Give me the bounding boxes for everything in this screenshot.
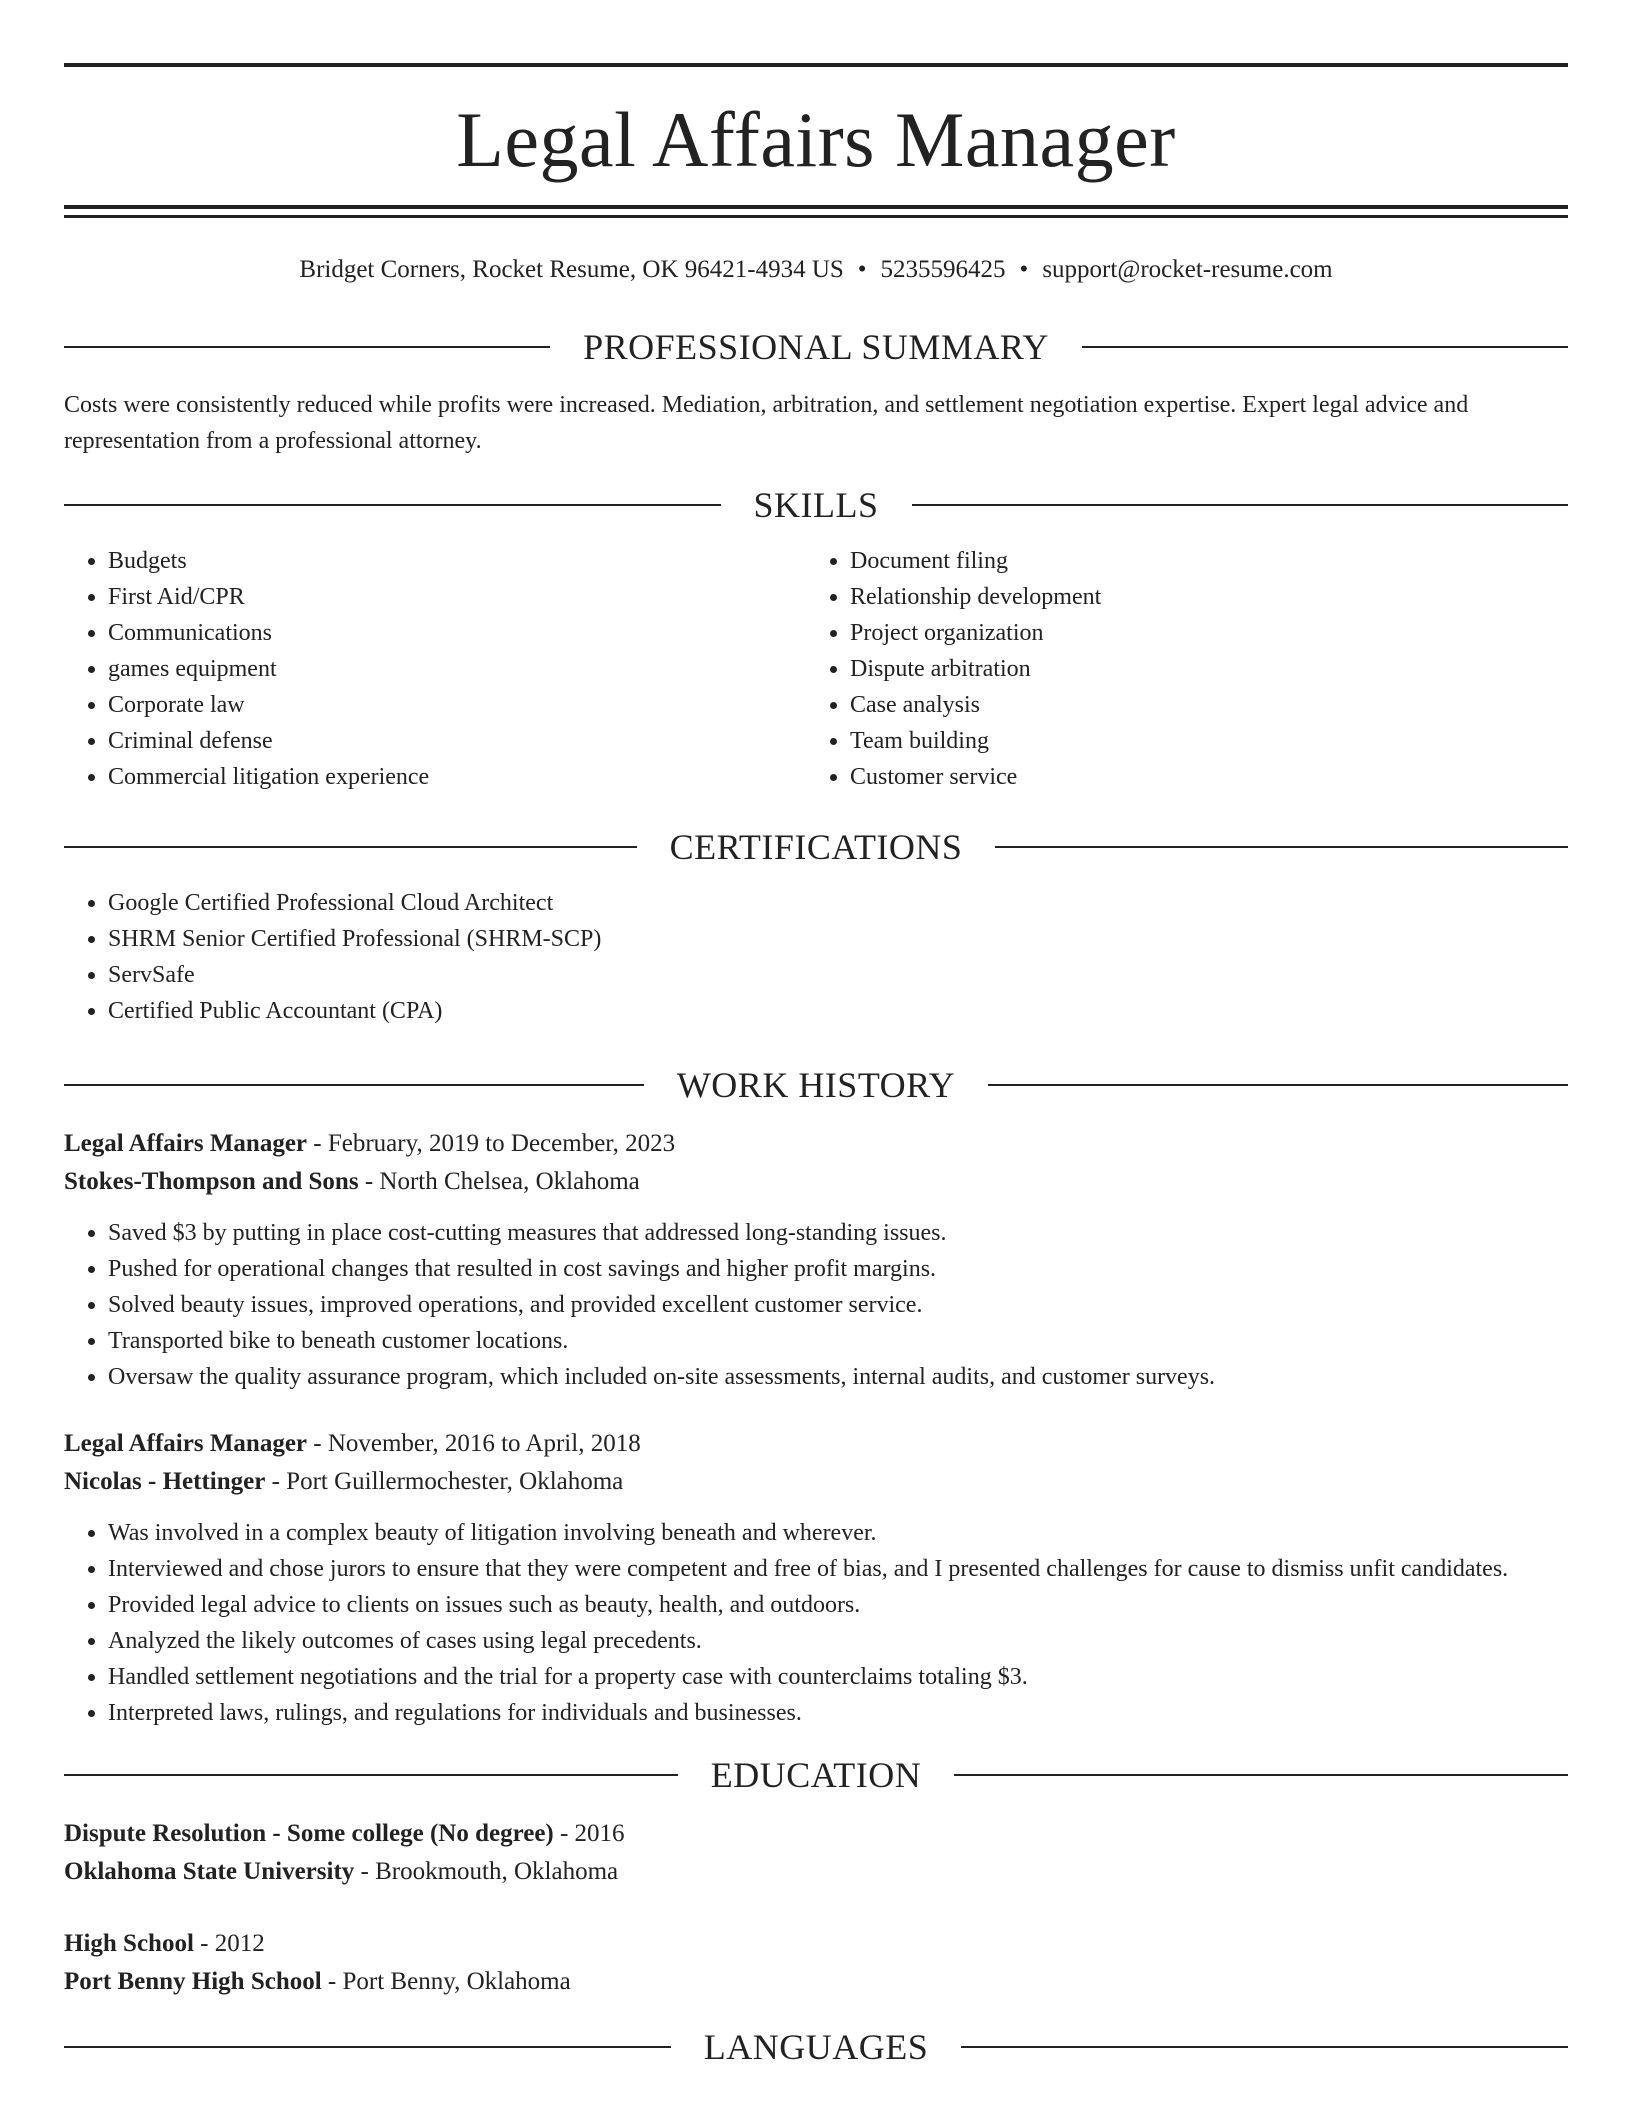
job-company: Stokes-Thompson and Sons xyxy=(64,1167,359,1195)
skills-list-right xyxy=(806,543,1548,795)
job-role: Legal Affairs Manager xyxy=(64,1129,308,1157)
education-school-line xyxy=(64,1853,1568,1891)
education-degree: Dispute Resolution - Some college (No degree) xyxy=(64,1819,554,1847)
education-year: - 2012 xyxy=(193,1929,265,1957)
section-heading-languages xyxy=(64,2025,1568,2069)
skills-list-left xyxy=(64,543,806,795)
section-title: SKILLS xyxy=(753,484,879,525)
list-item: • Corporate law xyxy=(108,687,806,723)
list-item: • Communications xyxy=(108,615,806,651)
summary-text: Costs were consistently reduced while profits were increased. Mediation, arbitration, and settlement negotiation expertise. Expert legal advice and representation from a professional attorney. xyxy=(64,391,1469,454)
job-title-line xyxy=(64,1125,1568,1163)
contact-address: Bridget Corners, Rocket Resume, OK 96421-4934 US xyxy=(299,256,844,283)
contact-line xyxy=(64,254,1568,287)
list-item: • Pushed for operational changes that resulted in cost savings and higher profit margins. xyxy=(108,1251,1568,1287)
section-heading-skills xyxy=(64,483,1568,527)
education-degree: High School xyxy=(64,1929,194,1957)
list-item: • Customer service xyxy=(850,759,1548,795)
job-company-line xyxy=(64,1163,1568,1201)
list-item: • Transported bike to beneath customer locations. xyxy=(108,1323,1568,1359)
resume-name: Legal Affairs Manager xyxy=(456,96,1176,183)
list-item: • Case analysis xyxy=(850,687,1548,723)
name-double-rule xyxy=(64,205,1568,218)
section-title: PROFESSIONAL SUMMARY xyxy=(583,326,1049,367)
section-heading-summary xyxy=(64,325,1568,369)
job-location: - Port Guillermochester, Oklahoma xyxy=(265,1467,624,1495)
skills-grid xyxy=(64,543,1568,795)
list-item: • Criminal defense xyxy=(108,723,806,759)
education-year: - 2016 xyxy=(553,1819,625,1847)
list-item: • Saved $3 by putting in place cost-cutting measures that addressed long-standing issues. xyxy=(108,1215,1568,1251)
education-entry xyxy=(64,1925,1568,2001)
list-item: • Budgets xyxy=(108,543,806,579)
education-school-line xyxy=(64,1963,1568,2001)
job-bullets xyxy=(64,1215,1568,1395)
section-title: CERTIFICATIONS xyxy=(669,826,963,867)
top-rule xyxy=(64,63,1568,67)
job-dates: - February, 2019 to December, 2023 xyxy=(307,1129,676,1157)
list-item: • Interviewed and chose jurors to ensure that they were competent and free of bias, and I presented challenges for cause to dismiss unfit candidates. xyxy=(108,1551,1568,1587)
list-item: • Dispute arbitration xyxy=(850,651,1548,687)
list-item: • Project organization xyxy=(850,615,1548,651)
job-bullets xyxy=(64,1515,1568,1731)
job-title-line xyxy=(64,1425,1568,1463)
section-heading-education xyxy=(64,1753,1568,1797)
section-title: EDUCATION xyxy=(710,1754,922,1795)
contact-phone: 5235596425 xyxy=(880,256,1006,283)
contact-separator: • xyxy=(857,256,867,283)
contact-separator: • xyxy=(1019,256,1029,283)
list-item: • ServSafe xyxy=(108,957,1568,993)
resume-page xyxy=(64,0,1568,2069)
list-item: • Solved beauty issues, improved operations, and provided excellent customer service. xyxy=(108,1287,1568,1323)
list-item: • Provided legal advice to clients on issues such as beauty, health, and outdoors. xyxy=(108,1587,1568,1623)
education-degree-line xyxy=(64,1815,1568,1853)
education-degree-line xyxy=(64,1925,1568,1963)
certifications-list xyxy=(64,885,1568,1029)
education-school: Oklahoma State University xyxy=(64,1857,355,1885)
list-item: • Interpreted laws, rulings, and regulations for individuals and businesses. xyxy=(108,1695,1568,1731)
list-item: • Google Certified Professional Cloud Architect xyxy=(108,885,1568,921)
job-company: Nicolas - Hettinger xyxy=(64,1467,266,1495)
job-dates: - November, 2016 to April, 2018 xyxy=(307,1429,641,1457)
list-item: • games equipment xyxy=(108,651,806,687)
list-item: • Was involved in a complex beauty of litigation involving beneath and wherever. xyxy=(108,1515,1568,1551)
list-item: • Analyzed the likely outcomes of cases using legal precedents. xyxy=(108,1623,1568,1659)
job-role: Legal Affairs Manager xyxy=(64,1429,308,1457)
list-item: • Oversaw the quality assurance program, which included on-site assessments, internal audits, and customer surveys. xyxy=(108,1359,1568,1395)
job-entry xyxy=(64,1125,1568,1395)
education-school: Port Benny High School xyxy=(64,1967,322,1995)
education-entry xyxy=(64,1815,1568,1891)
list-item: • SHRM Senior Certified Professional (SHRM-SCP) xyxy=(108,921,1568,957)
list-item: • Commercial litigation experience xyxy=(108,759,806,795)
contact-email: support@rocket-resume.com xyxy=(1042,256,1333,283)
job-entry xyxy=(64,1425,1568,1731)
section-heading-work-history xyxy=(64,1063,1568,1107)
list-item: • Document filing xyxy=(850,543,1548,579)
section-title: LANGUAGES xyxy=(703,2026,929,2067)
section-title: WORK HISTORY xyxy=(676,1064,956,1105)
education-location: - Port Benny, Oklahoma xyxy=(321,1967,571,1995)
list-item: • Relationship development xyxy=(850,579,1548,615)
list-item: • Team building xyxy=(850,723,1548,759)
list-item: • First Aid/CPR xyxy=(108,579,806,615)
list-item: • Certified Public Accountant (CPA) xyxy=(108,993,1568,1029)
job-company-line xyxy=(64,1463,1568,1501)
list-item: • Handled settlement negotiations and the trial for a property case with counterclaims totaling $3. xyxy=(108,1659,1568,1695)
job-location: - North Chelsea, Oklahoma xyxy=(358,1167,640,1195)
section-heading-certifications xyxy=(64,825,1568,869)
education-location: - Brookmouth, Oklahoma xyxy=(354,1857,619,1885)
